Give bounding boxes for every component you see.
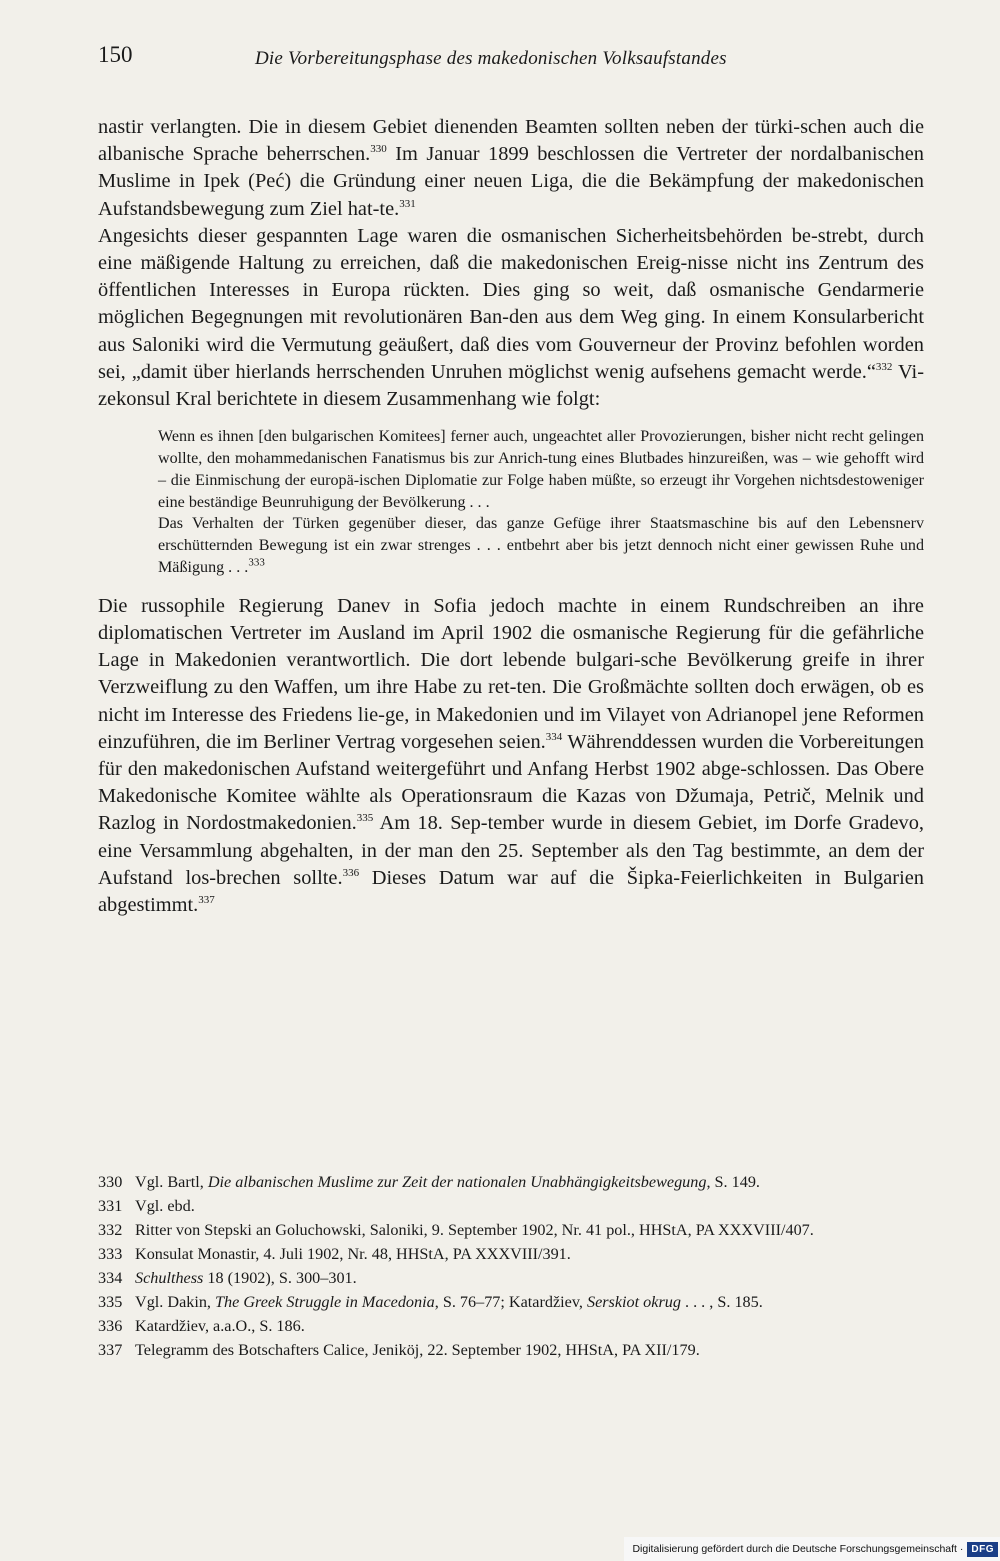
quote-text: Das Verhalten der Türken gegenüber dieser, das ganze Gefüge ihrer Staatsmaschine bis auf den Lebensnerv erschütternden Bewegung ist ein zwar strenges . . . entbehrt aber bis jetzt dennoch nicht einer gewissen Ruhe und Mäßigung . . . xyxy=(158,515,924,577)
quote-paragraph-1: Wenn es ihnen [den bulgarischen Komitees] ferner auch, ungeachtet aller Provozierungen, bisher nicht recht gelingen wollte, den mohammedanischen Fanatismus bis zur Anrich-tung eines Blutbades hinzureißen, was – wie gehofft wird – die Einmischung der europä-ischen Diplomatie zur Folge haben müßte, so erzeugt ihr Vorgehen nichtsdestoweniger eine beständige Beunruhigung der Bevölkerung . . . xyxy=(158,428,924,511)
footnote-title: Schulthess xyxy=(135,1269,204,1287)
footnote-ref: 335 xyxy=(356,812,374,825)
footnote-title: The Greek Struggle in Macedonia xyxy=(215,1293,435,1311)
footnote-text-part: Katardžiev, a.a.O., S. 186. xyxy=(135,1317,305,1335)
footnote-ref: 332 xyxy=(875,361,893,374)
footer-text: Digitalisierung gefördert durch die Deutsche Forschungsgemeinschaft · xyxy=(632,1543,964,1555)
quote-paragraph-2 xyxy=(158,513,924,578)
paragraph-text: nastir verlangten. Die in diesem Gebiet dienenden Beamten sollten neben der türki-schen auch die albanische Sprache beherrschen. xyxy=(98,116,924,166)
footnote xyxy=(98,1314,924,1338)
footnote xyxy=(98,1194,924,1218)
paragraph-3 xyxy=(98,593,924,919)
footnote xyxy=(98,1290,924,1314)
footnotes xyxy=(98,1170,924,1362)
paragraph-text: Vi-zekonsul Kral berichtete in diesem Zusammenhang wie folgt: xyxy=(98,360,924,411)
footnote-text xyxy=(135,1314,924,1338)
footnote-text xyxy=(135,1218,924,1242)
footnote-text-part: , S. 76–77; Katardžiev, xyxy=(434,1293,587,1311)
footnote-text-part: 18 (1902), S. 300–301. xyxy=(203,1269,357,1287)
footnote-ref: 330 xyxy=(370,143,387,156)
footnote xyxy=(98,1266,924,1290)
footnote-title: Serskiot okrug xyxy=(586,1293,681,1311)
paragraph-text: Im Januar 1899 beschlossen die Vertreter der nordalbanischen Muslime in Ipek (Peć) die Gründung einer neuen Liga, die die Bekämpfung der makedonischen Aufstandsbewegung zum Ziel hat-te. xyxy=(98,143,924,220)
footnote-text xyxy=(135,1194,924,1218)
main-text xyxy=(98,114,924,919)
footnote-number: 334 xyxy=(98,1269,123,1287)
footnote-ref: 334 xyxy=(545,731,563,744)
running-title: Die Vorbereitungsphase des makedonischen Volksaufstandes xyxy=(255,48,727,69)
footnote xyxy=(98,1218,924,1242)
footnote-number: 336 xyxy=(98,1317,123,1335)
footnote-ref: 331 xyxy=(399,197,416,210)
footnote xyxy=(98,1338,924,1362)
paragraph-1 xyxy=(98,114,924,223)
dfg-logo: DFG xyxy=(967,1542,998,1557)
footnote-number: 335 xyxy=(98,1293,123,1311)
footnote-text-part: Vgl. Dakin, xyxy=(135,1293,216,1311)
footnote xyxy=(98,1170,924,1194)
footnote-text-part: Vgl. Bartl, xyxy=(135,1173,208,1191)
footnote-text xyxy=(135,1170,924,1194)
page-number: 150 xyxy=(98,42,133,67)
footnote-text-part: Ritter von Stepski an Goluchowski, Saloniki, 9. September 1902, Nr. 41 pol., HHStA, PA XXXVIII/407. xyxy=(135,1221,814,1239)
paragraph-text: Angesichts dieser gespannten Lage waren die osmanischen Sicherheitsbehörden be-strebt, durch eine mäßigende Haltung zu erreichen, daß die makedonischen Ereig-nisse nicht ins Zentrum des öffentlichen Interesses in Europa rückten. Dies ging so weit, daß osmanische Gendarmerie möglichen Begegnungen mit revolutionären Ban-den aus dem Weg ging. In einem Konsularbericht aus Saloniki wird die Vermutung geäußert, daß dies vom Gouverneur der Provinz befohlen worden sei, „damit über hierlands herrschenden Unruhen möglichst wenig aufsehens gemacht werde.“ xyxy=(98,224,924,383)
footnote-text-part: Konsulat Monastir, 4. Juli 1902, Nr. 48, HHStA, PA XXXVIII/391. xyxy=(135,1245,571,1263)
paragraph-text: Die russophile Regierung Danev in Sofia jedoch machte in einem Rundschreiben an ihre diplomatischen Vertreter im Ausland im April 1902 die osmanische Regierung für die gefährliche Lage in Makedonien verantwortlich. Die dort lebende bulgari-sche Bevölkerung greife in ihrer Verzweiflung zu den Waffen, um ihre Habe zu ret-ten. Die Großmächte sollten doch erwägen, ob es nicht im Interesse des Friedens lie-ge, in Makedonien und im Vilayet von Adrianopel jene Reformen einzuführen, die im Berliner Vertrag vorgesehen seien. xyxy=(98,594,924,753)
footnote-title: Die albanischen Muslime zur Zeit der nationalen Unabhängigkeitsbewegung xyxy=(207,1173,707,1191)
footnote-ref: 333 xyxy=(248,556,265,569)
footnote-ref: 336 xyxy=(342,867,360,880)
paragraph-text: Währenddessen wurden die Vorbereitungen für den makedonischen Aufstand weitergeführt und Anfang Herbst 1902 abge-schlossen. Das Obere Makedonische Komitee wählte als Operationsraum die Kazas von Džumaja, Petrič, Melnik und Razlog in Nordostmakedonien. xyxy=(98,730,924,835)
paragraph-text: Am 18. Sep-tember wurde in diesem Gebiet, im Dorfe Gradevo, eine Versammlung abgehalten, in der man den 25. September als den Tag bestimmte, an dem der Aufstand los-brechen sollte. xyxy=(98,812,924,889)
page-header xyxy=(98,42,940,72)
footnote-number: 330 xyxy=(98,1173,123,1191)
footnote-text-part: Vgl. ebd. xyxy=(135,1197,195,1215)
footnote-text-part: , S. 149. xyxy=(706,1173,760,1191)
footnote-text xyxy=(135,1242,924,1266)
footnote-number: 333 xyxy=(98,1245,123,1263)
footnote xyxy=(98,1242,924,1266)
block-quote xyxy=(158,426,924,579)
footnote-number: 337 xyxy=(98,1341,123,1359)
paragraph-2 xyxy=(98,223,924,413)
footnote-text xyxy=(135,1290,924,1314)
footnote-text xyxy=(135,1266,924,1290)
footnote-ref: 337 xyxy=(198,894,215,907)
footnote-text xyxy=(135,1338,924,1362)
paragraph-text: Dieses Datum war auf die Šipka-Feierlichkeiten in Bulgarien abgestimmt. xyxy=(98,866,924,917)
footnote-number: 332 xyxy=(98,1221,123,1239)
footnote-text-part: . . . , S. 185. xyxy=(680,1293,763,1311)
footnote-text-part: Telegramm des Botschafters Calice, Jeniköj, 22. September 1902, HHStA, PA XII/179. xyxy=(135,1341,700,1359)
footnote-number: 331 xyxy=(98,1197,123,1215)
digitization-footer xyxy=(624,1537,1000,1561)
